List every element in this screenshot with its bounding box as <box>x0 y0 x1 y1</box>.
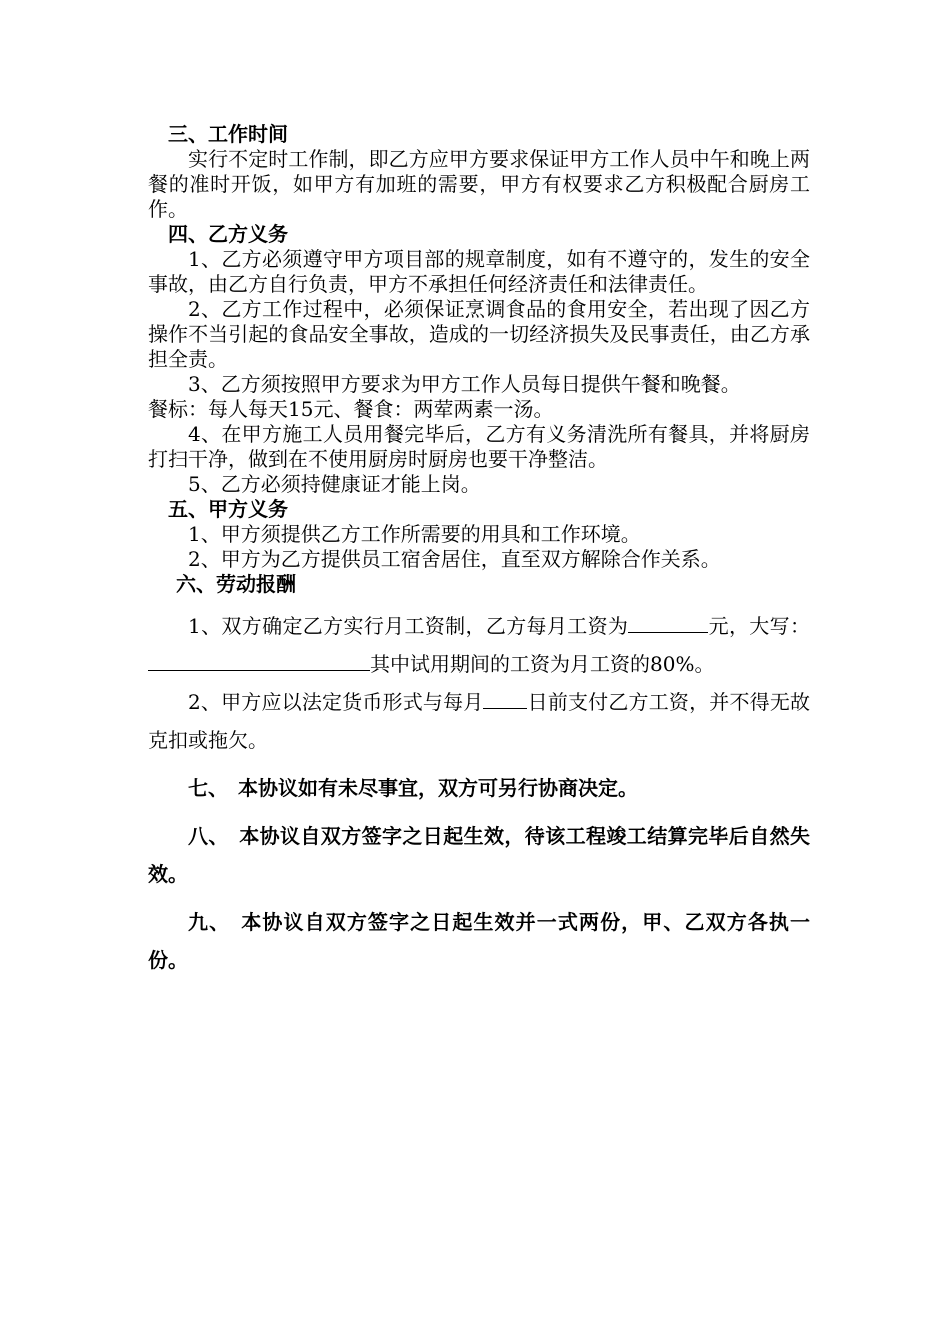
salary-in-words-blank <box>148 648 370 671</box>
section-6-heading: 六、劳动报酬 <box>176 572 296 596</box>
monthly-salary-blank <box>628 610 708 633</box>
section-7-paragraph: 七、 本协议如有未尽事宜，双方可另行协商决定。 <box>188 776 638 800</box>
payment-clause-text-2: 日前支付乙方工资，并不得无故克扣或拖欠。 <box>148 690 810 752</box>
section-9-paragraph: 九、 本协议自双方签字之日起生效并一式两份，甲、乙双方各执一份。 <box>148 910 810 972</box>
payment-day-blank <box>483 686 527 709</box>
document-page <box>148 122 810 979</box>
section-4-paragraph-2: 2、乙方工作过程中，必须保证烹调食品的食用安全，若出现了因乙方操作不当引起的食品安全事故，造成的一切经济损失及民事责任，由乙方承担全责。 <box>148 297 810 371</box>
section-4-paragraph-4: 4、在甲方施工人员用餐完毕后，乙方有义务清洗所有餐具，并将厨房打扫干净，做到在不使用厨房时厨房也要干净整洁。 <box>148 422 810 471</box>
section-4-paragraph-5: 5、乙方必须持健康证才能上岗。 <box>188 472 481 496</box>
payment-clause-text: 2、甲方应以法定货币形式与每月 <box>188 690 484 714</box>
section-8-paragraph: 八、 本协议自双方签字之日起生效，待该工程竣工结算完毕后自然失效。 <box>148 824 810 886</box>
section-5-paragraph-2: 2、甲方为乙方提供员工宿舍居住，直至双方解除合作关系。 <box>188 547 721 571</box>
section-3-paragraph-1: 实行不定时工作制，即乙方应甲方要求保证甲方工作人员中午和晚上两餐的准时开饭，如甲方有加班的需要，甲方有权要求乙方积极配合厨房工作。 <box>148 147 810 221</box>
section-4-paragraph-3: 3、乙方须按照甲方要求为甲方工作人员每日提供午餐和晚餐。 <box>188 372 741 396</box>
section-5-paragraph-1: 1、甲方须提供乙方工作所需要的用具和工作环境。 <box>188 522 641 546</box>
salary-clause-text: 1、双方确定乙方实行月工资制，乙方每月工资为 <box>188 614 629 638</box>
section-4-paragraph-1: 1、乙方必须遵守甲方项目部的规章制度，如有不遵守的，发生的安全事故，由乙方自行负责，甲方不承担任何经济责任和法律责任。 <box>148 247 810 296</box>
section-6-paragraph-1 <box>148 607 810 683</box>
probation-clause-text: 其中试用期间的工资为月工资的80%。 <box>370 652 715 676</box>
section-4-paragraph-3-meal-standard: 餐标：每人每天15元、餐食：两荤两素一汤。 <box>148 397 554 421</box>
salary-clause-text-2: 元，大写： <box>708 614 810 638</box>
section-6-paragraph-2 <box>148 683 810 759</box>
section-4-heading: 四、乙方义务 <box>168 222 288 246</box>
section-3-heading: 三、工作时间 <box>168 122 288 146</box>
section-5-heading: 五、甲方义务 <box>168 497 288 521</box>
